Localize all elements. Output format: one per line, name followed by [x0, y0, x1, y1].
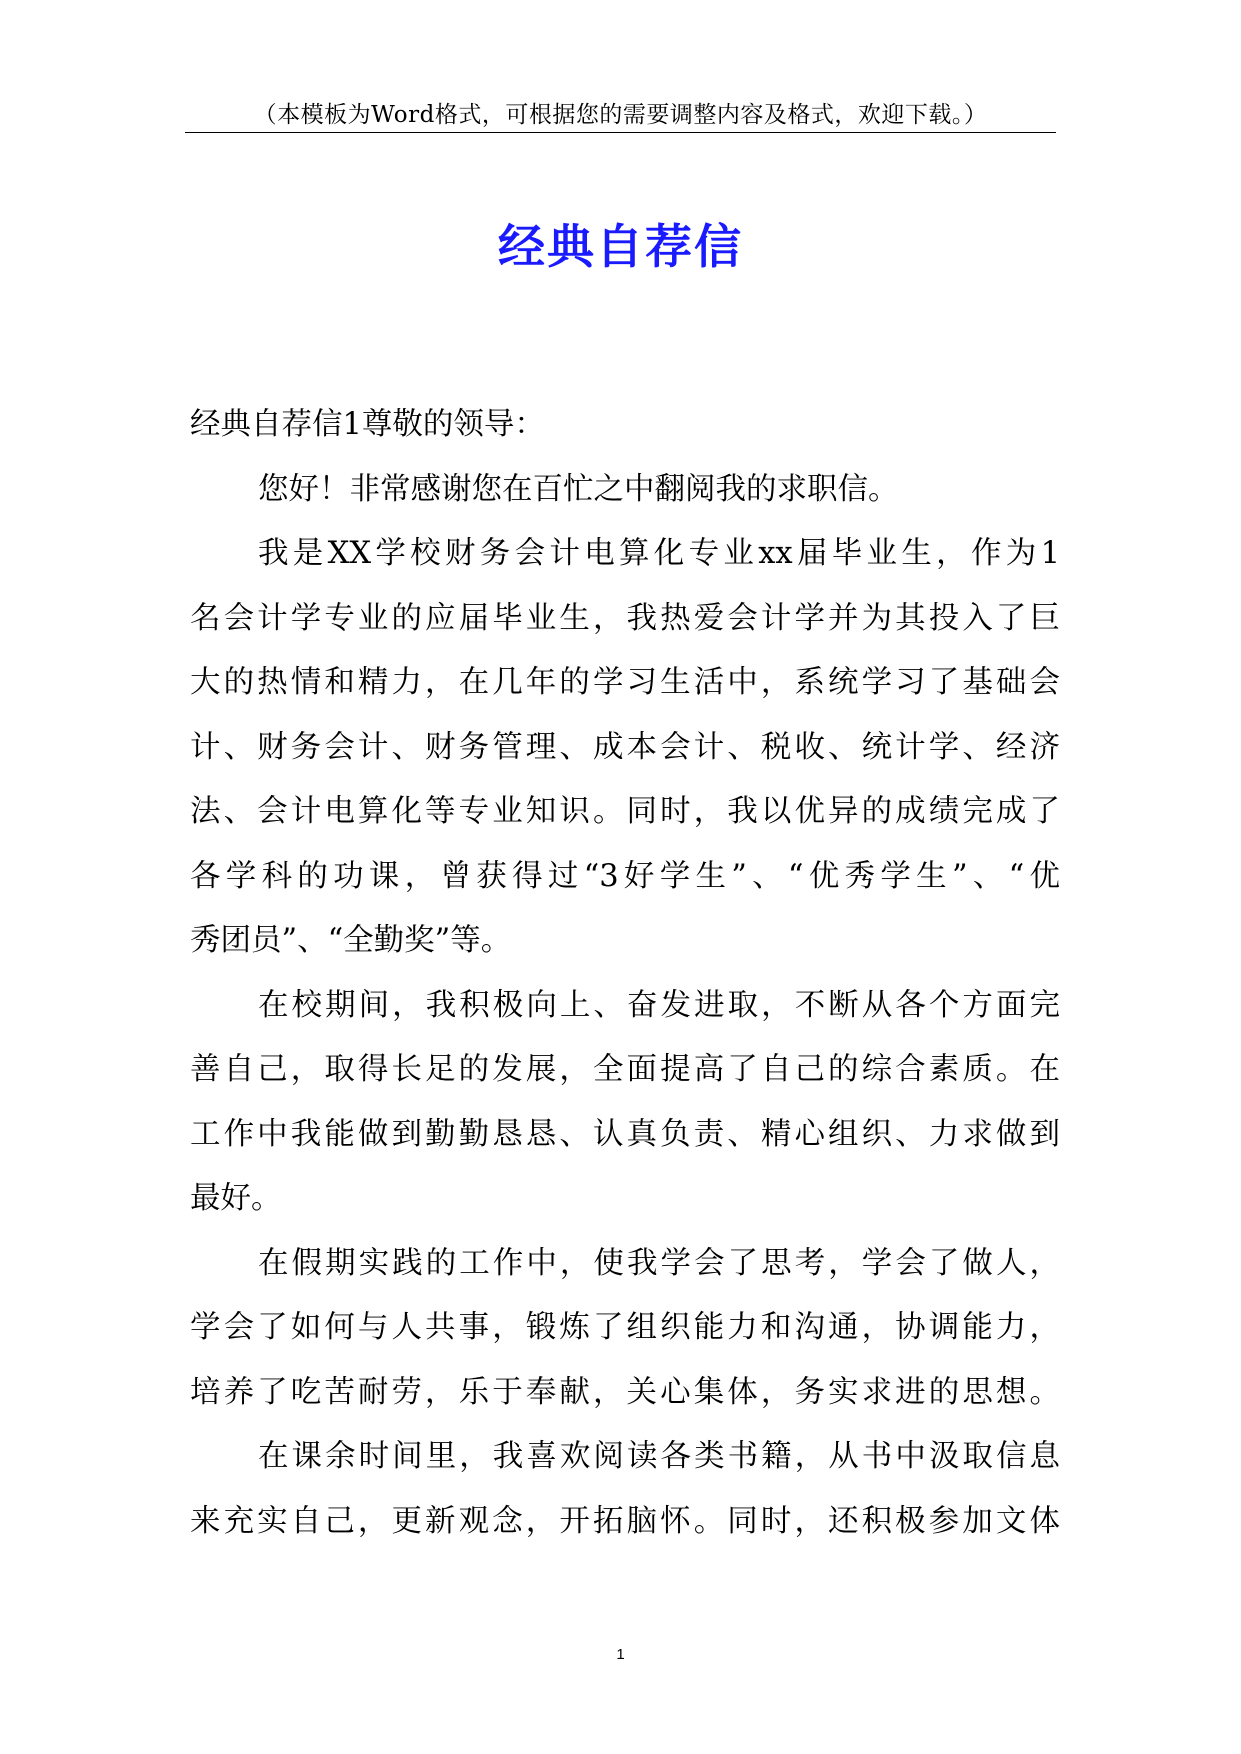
- template-note: （本模板为Word格式，可根据您的需要调整内容及格式，欢迎下载。）: [253, 102, 988, 128]
- document-title: 经典自荐信: [498, 220, 743, 275]
- paragraph-line: 来充实自己，更新观念，开拓脑怀。同时，还积极参加文体: [190, 1503, 1060, 1539]
- paragraph-line: 工作中我能做到勤勤恳恳、认真负责、精心组织、力求做到: [190, 1116, 1060, 1152]
- paragraph-line: 在假期实践的工作中，使我学会了思考，学会了做人，: [258, 1245, 1060, 1281]
- paragraph-line: 最好。: [190, 1181, 282, 1216]
- paragraph-line: 秀团员”、“全勤奖”等。: [190, 923, 512, 958]
- paragraph-line: 我是XX学校财务会计电算化专业xx届毕业生，作为1: [258, 536, 1060, 571]
- page-number: 1: [616, 1646, 625, 1663]
- paragraph-line: 善自己，取得长足的发展，全面提高了自己的综合素质。在: [190, 1052, 1060, 1087]
- salutation-line: 经典自荐信1尊敬的领导：: [190, 407, 545, 442]
- paragraph-line: 您好！非常感谢您在百忙之中翻阅我的求职信。: [258, 471, 899, 507]
- paragraph-line: 各学科的功课，曾获得过“3好学生”、“优秀学生”、“优: [190, 858, 1060, 894]
- paragraph-line: 名会计学专业的应届毕业生，我热爱会计学并为其投入了巨: [190, 600, 1060, 636]
- header-divider: [185, 132, 1056, 133]
- paragraph-line: 学会了如何与人共事，锻炼了组织能力和沟通，协调能力，: [190, 1310, 1060, 1345]
- paragraph-line: 培养了吃苦耐劳，乐于奉献，关心集体，务实求进的思想。: [190, 1374, 1060, 1410]
- paragraph-line: 法、会计电算化等专业知识。同时，我以优异的成绩完成了: [190, 794, 1060, 829]
- paragraph-line: 在校期间，我积极向上、奋发进取，不断从各个方面完: [258, 987, 1060, 1023]
- paragraph-line: 在课余时间里，我喜欢阅读各类书籍，从书中汲取信息: [258, 1439, 1060, 1474]
- paragraph-line: 计、财务会计、财务管理、成本会计、税收、统计学、经济: [190, 729, 1060, 765]
- paragraph-line: 大的热情和精力，在几年的学习生活中，系统学习了基础会: [190, 665, 1060, 700]
- letter-body: [190, 393, 1060, 1554]
